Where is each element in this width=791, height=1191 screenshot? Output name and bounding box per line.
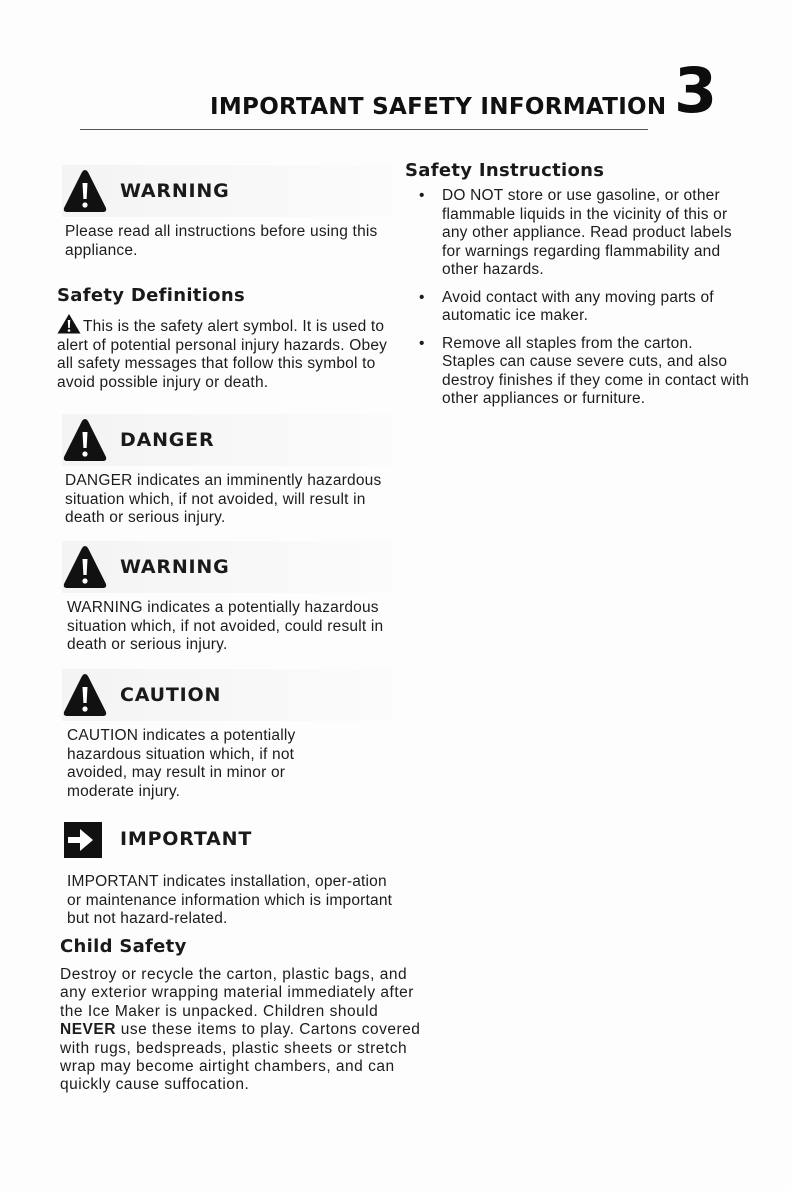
list-item-text: DO NOT store or use gasoline, or other flammable liquids in the vicinity of this or any other appliance. Read product labels for warnings regarding flammability and other hazards.: [442, 187, 732, 278]
safety-definitions-text: [57, 314, 392, 392]
list-item: [405, 289, 750, 326]
list-item: [405, 335, 750, 409]
caution-notice: [62, 669, 392, 801]
child-safety-text-part2: use these items to play. Cartons covered with rugs, bedspreads, plastic sheets or stretch wrap may become airtight chambers, and can quickly cause suffocation.: [60, 1021, 421, 1094]
notice-text: IMPORTANT indicates installation, oper-ation or maintenance information which is important but not hazard-related.: [67, 873, 393, 927]
warning-triangle-icon: [62, 417, 108, 463]
danger-notice: [62, 414, 392, 528]
chapter-number: 3: [674, 54, 718, 127]
notice-text: WARNING indicates a potentially hazardous situation which, if not avoided, could result in death or serious injury.: [67, 599, 384, 653]
list-item-text: Avoid contact with any moving parts of automatic ice maker.: [442, 288, 714, 324]
page-title: IMPORTANT SAFETY INFORMATION: [210, 94, 667, 120]
safety-instructions-heading: Safety Instructions: [405, 160, 605, 181]
notice-text: CAUTION indicates a potentially hazardous situation which, if not avoided, may result in minor or moderate injury.: [67, 727, 296, 800]
notice-label: CAUTION: [120, 684, 222, 706]
list-item: [405, 187, 750, 280]
notice-label: WARNING: [120, 180, 230, 202]
safety-definitions-body: This is the safety alert symbol. It is used to alert of potential personal injury hazards. Obey all safety messages that follow this symbol to avoid possible injury or death.: [57, 318, 388, 391]
notice-label: DANGER: [120, 429, 215, 451]
notice-text: Please read all instructions before using this appliance.: [65, 223, 378, 259]
bullet-icon: •: [419, 288, 425, 306]
child-safety-text: [60, 966, 430, 1095]
bullet-icon: •: [419, 334, 425, 352]
safety-definitions-heading: Safety Definitions: [57, 285, 245, 306]
bullet-icon: •: [419, 187, 425, 204]
safety-instructions-list: [405, 187, 750, 418]
important-notice: [62, 813, 392, 929]
header-divider: [80, 129, 648, 130]
arrow-box-icon: [62, 816, 108, 862]
safety-alert-symbol-icon: [57, 314, 81, 334]
warning-triangle-icon: [62, 168, 108, 214]
intro-warning-box: [62, 165, 392, 260]
notice-label: IMPORTANT: [120, 828, 253, 850]
warning-triangle-icon: [62, 544, 108, 590]
warning-notice: [62, 541, 392, 655]
child-safety-heading: Child Safety: [60, 936, 187, 957]
notice-text: DANGER indicates an imminently hazardous situation which, if not avoided, will result in death or serious injury.: [65, 472, 382, 526]
child-safety-emphasis: NEVER: [60, 1021, 116, 1039]
notice-label: WARNING: [120, 556, 230, 578]
warning-triangle-icon: [62, 672, 108, 718]
child-safety-text-part1: Destroy or recycle the carton, plastic bags, and any exterior wrapping material immediately after the Ice Maker is unpacked. Children should: [60, 966, 414, 1020]
list-item-text: Remove all staples from the carton. Staples can cause severe cuts, and also destroy finishes if they come in contact with other appliances or furniture.: [442, 334, 750, 407]
